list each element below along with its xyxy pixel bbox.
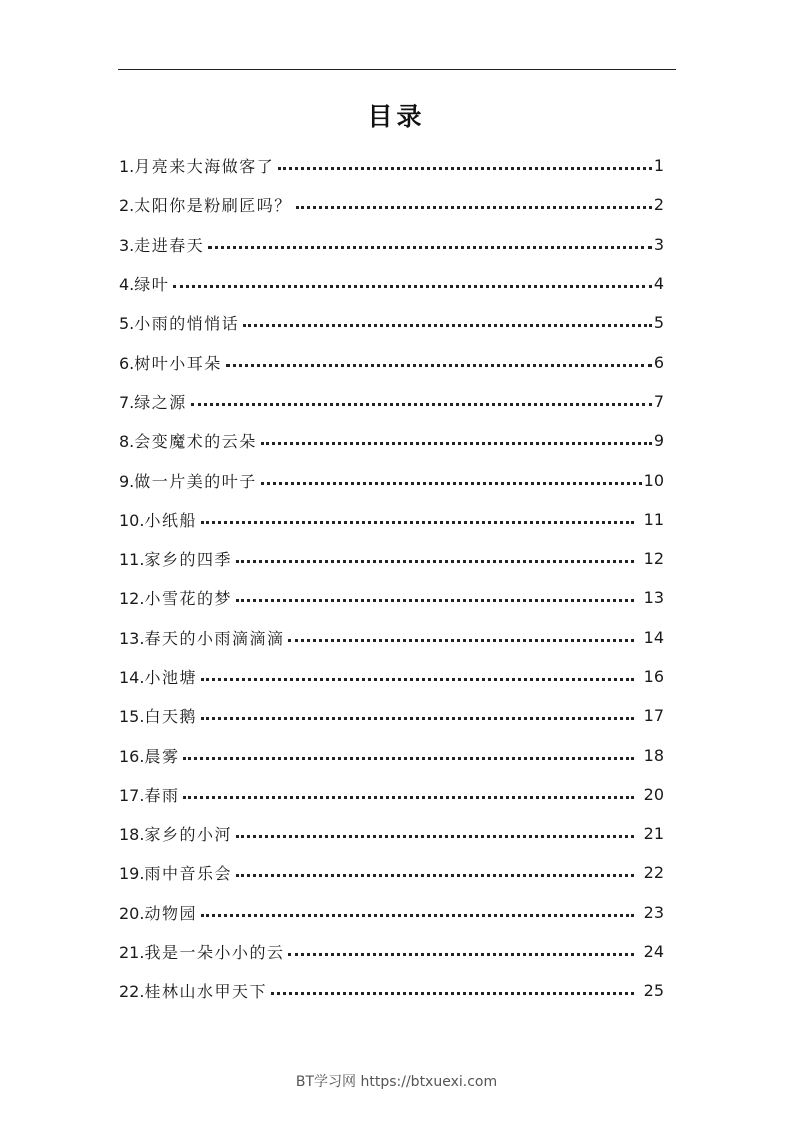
toc-page-number: 14: [643, 627, 664, 647]
toc-number: 10.: [119, 510, 145, 530]
toc-page-number: 22: [643, 863, 664, 883]
toc-page-number: 7: [653, 391, 664, 411]
dot-leader: [191, 403, 652, 406]
toc-entry[interactable]: [119, 342, 664, 381]
toc-number: 8.: [119, 432, 135, 452]
toc-entry[interactable]: [119, 500, 664, 539]
toc-number: 22.: [119, 982, 145, 1002]
toc-entry[interactable]: [119, 225, 664, 264]
toc-page-number: 18: [643, 745, 664, 765]
dot-leader: [201, 914, 634, 917]
dot-leader: [183, 757, 633, 760]
toc-page-number: 12: [643, 549, 664, 569]
toc-page-number: 13: [643, 588, 664, 608]
toc-page-number: 1: [653, 156, 664, 176]
toc-entry[interactable]: [119, 618, 664, 657]
toc-page-number: 2: [653, 195, 664, 215]
toc-page-number: 17: [643, 706, 664, 726]
toc-title: 做一片美的叶子: [134, 471, 257, 491]
toc-entry[interactable]: [119, 893, 664, 932]
toc-entry[interactable]: [119, 696, 664, 735]
dot-leader: [296, 206, 652, 209]
toc-number: 1.: [119, 157, 135, 177]
dot-leader: [173, 285, 652, 288]
toc-title: 绿之源: [134, 392, 187, 412]
toc-title: 桂林山水甲天下: [144, 982, 267, 1002]
toc-title: 树叶小耳朵: [134, 353, 222, 373]
toc-entry[interactable]: [119, 578, 664, 617]
toc-number: 12.: [119, 589, 145, 609]
toc-number: 18.: [119, 825, 145, 845]
toc-number: 7.: [119, 392, 135, 412]
toc-title: 雨中音乐会: [144, 864, 232, 884]
toc-title: 走进春天: [134, 235, 205, 255]
toc-page-number: 21: [643, 824, 664, 844]
footer-watermark: BT学习网 https://btxuexi.com: [295, 1074, 498, 1090]
toc-page-number: 25: [643, 981, 664, 1001]
toc-title: 家乡的小河: [144, 825, 232, 845]
toc-page-number: 4: [653, 274, 664, 294]
toc-page-number: 6: [653, 352, 664, 372]
toc-title: 小池塘: [144, 668, 197, 687]
dot-leader: [278, 167, 652, 170]
toc-title: 春天的小雨滴滴滴: [144, 628, 285, 648]
toc-number: 9.: [119, 471, 135, 491]
toc-number: 4.: [119, 275, 135, 295]
page-title: 目录: [367, 102, 426, 131]
dot-leader: [201, 521, 634, 524]
toc-title: 小纸船: [144, 510, 197, 530]
toc-title: 我是一朵小小的云: [144, 943, 285, 963]
dot-leader: [201, 717, 634, 720]
dot-leader: [236, 874, 634, 877]
toc-number: 2.: [119, 196, 135, 216]
dot-leader: [226, 364, 652, 367]
toc-number: 20.: [119, 903, 145, 923]
toc-entry[interactable]: [119, 539, 664, 578]
toc-page-number: 5: [653, 313, 664, 333]
toc-title: 小雪花的梦: [144, 589, 232, 609]
toc-page-number: 11: [643, 509, 664, 529]
toc-entry[interactable]: [119, 932, 664, 971]
toc-number: 11.: [119, 550, 145, 570]
toc-page-number: 23: [643, 902, 664, 922]
toc-entry[interactable]: [119, 185, 664, 224]
toc-number: 13.: [119, 628, 145, 648]
toc-page-number: 16: [643, 667, 664, 686]
toc-entry[interactable]: [119, 971, 664, 1010]
toc-title: 绿叶: [134, 275, 170, 295]
toc-title: 动物园: [144, 903, 197, 923]
toc-title: 晨雾: [144, 746, 180, 766]
toc-title: 月亮来大海做客了: [134, 157, 275, 177]
dot-leader: [236, 835, 634, 838]
toc-entry[interactable]: [119, 146, 664, 185]
toc-page-number: 3: [653, 234, 664, 254]
toc-number: 16.: [119, 746, 145, 766]
dot-leader: [243, 324, 652, 327]
toc-number: 6.: [119, 353, 135, 373]
toc-number: 14.: [119, 668, 145, 687]
toc-entry[interactable]: [119, 382, 664, 421]
toc-title: 白天鹅: [144, 707, 197, 727]
dot-leader: [261, 442, 652, 445]
dot-leader: [236, 560, 634, 563]
toc-entry[interactable]: [119, 853, 664, 892]
toc-title: 家乡的四季: [144, 550, 232, 570]
table-of-contents: [119, 146, 664, 1011]
toc-page-number: 10: [643, 470, 664, 490]
dot-leader: [288, 639, 633, 642]
dot-leader: [288, 953, 633, 956]
header-rule: [118, 69, 676, 70]
dot-leader: [261, 482, 642, 485]
toc-number: 3.: [119, 235, 135, 255]
toc-entry[interactable]: [119, 657, 664, 696]
toc-entry[interactable]: [119, 814, 664, 853]
dot-leader: [183, 796, 633, 799]
toc-entry[interactable]: [119, 460, 664, 499]
dot-leader: [201, 678, 634, 681]
toc-entry[interactable]: [119, 735, 664, 774]
toc-entry[interactable]: [119, 775, 664, 814]
dot-leader: [271, 992, 634, 995]
toc-number: 5.: [119, 314, 135, 334]
toc-title: 会变魔术的云朵: [134, 432, 257, 452]
toc-page-number: 24: [643, 942, 664, 962]
dot-leader: [208, 246, 652, 249]
toc-entry[interactable]: [119, 421, 664, 460]
dot-leader: [236, 599, 634, 602]
toc-page-number: 20: [643, 784, 664, 804]
toc-number: 19.: [119, 864, 145, 884]
toc-entry[interactable]: [119, 303, 664, 342]
toc-title: 太阳你是粉刷匠吗？: [134, 196, 292, 216]
toc-title: 春雨: [144, 785, 180, 805]
toc-number: 15.: [119, 707, 145, 727]
toc-title: 小雨的悄悄话: [134, 314, 240, 334]
toc-page-number: 9: [653, 431, 664, 451]
toc-entry[interactable]: [119, 264, 664, 303]
toc-number: 21.: [119, 943, 145, 963]
toc-number: 17.: [119, 785, 145, 805]
